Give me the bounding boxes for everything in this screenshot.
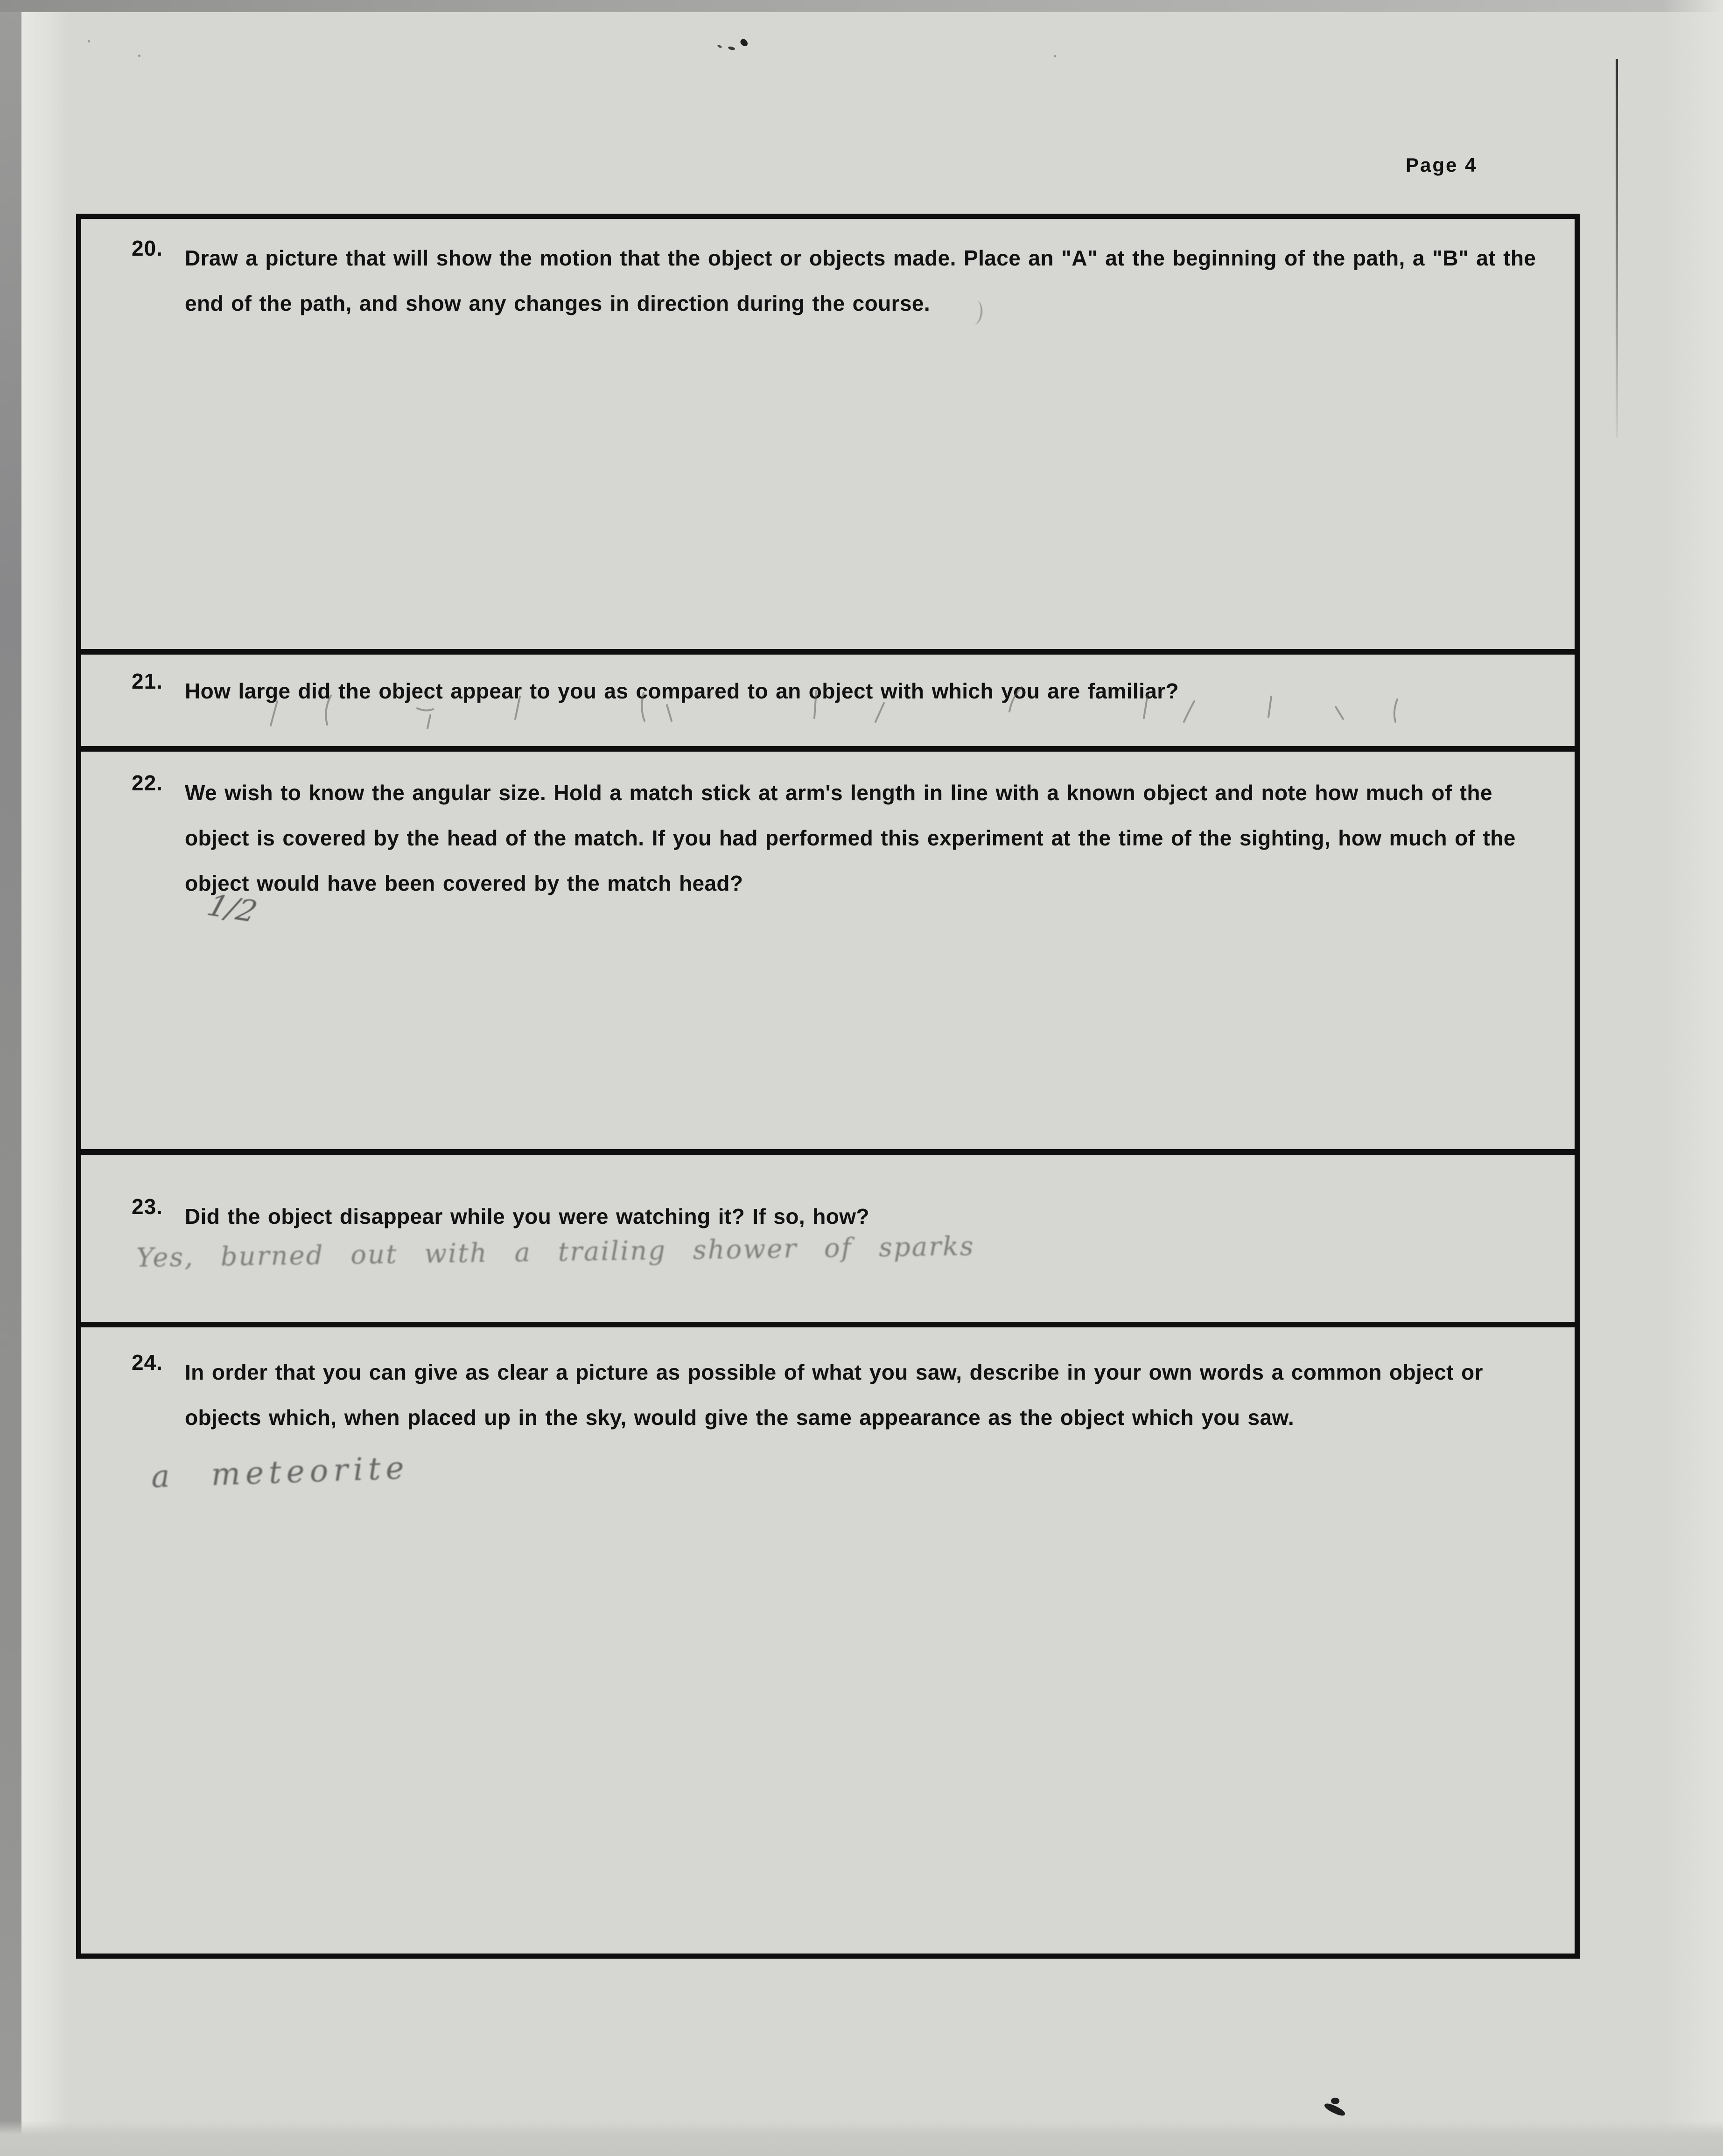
scan-line-artifact (1616, 59, 1618, 438)
question-20-text: Draw a picture that will show the motion that the object or objects made. Place an "A" at the beginning of the path, a "B" at the end of the path, and show any changes in direction during the course. (185, 246, 1536, 315)
question-20-section (81, 219, 1575, 655)
handwritten-answer-22: 1/2 (203, 888, 261, 929)
faint-pencil-marks (221, 683, 1481, 743)
scan-edge-top (0, 0, 1723, 12)
question-23-number: 23. (132, 1194, 163, 1219)
question-21-number: 21. (132, 669, 163, 693)
question-24-text: In order that you can give as clear a picture as possible of what you saw, describe in your own words a common object or objects which, when placed up in the sky, would give the same appearance as the object which you saw. (185, 1360, 1483, 1430)
question-23-section (81, 1155, 1575, 1327)
paper-speck (88, 40, 90, 42)
paper-speck (1054, 55, 1056, 57)
question-24-number: 24. (132, 1350, 163, 1375)
question-21-text: How large did the object appear to you as compared to an object with which you are familiar? (185, 679, 1179, 703)
scan-edge-left (0, 0, 21, 2156)
question-22-number: 22. (132, 771, 163, 795)
questionnaire-box (76, 214, 1580, 1959)
question-22-text: We wish to know the angular size. Hold a match stick at arm's length in line with a known object and note how much of the object is covered by the head of the match. If you had performed this experiment at the time of the sighting, how much of the object would have been covered by the match head? (185, 781, 1516, 895)
question-23-text: Did the object disappear while you were watching it? If so, how? (185, 1204, 869, 1228)
page-number-label: Page 4 (1406, 154, 1478, 176)
ink-speck (739, 38, 749, 48)
handwritten-answer-24: a meteorite (150, 1450, 410, 1495)
ink-smudge (1331, 2098, 1339, 2104)
question-24-section (81, 1327, 1575, 1954)
ink-speck (728, 46, 735, 50)
scan-edge-right (1662, 0, 1723, 2156)
question-21-section (81, 655, 1575, 752)
ink-speck (717, 44, 722, 49)
handwritten-answer-23: Yes, burned out with a trailing shower of sparks (136, 1231, 975, 1273)
question-20-number: 20. (132, 236, 163, 260)
scan-edge-left-strip (21, 0, 70, 2156)
question-22-section (81, 752, 1575, 1155)
paper-speck (138, 55, 140, 57)
scan-edge-bottom (0, 2121, 1723, 2156)
